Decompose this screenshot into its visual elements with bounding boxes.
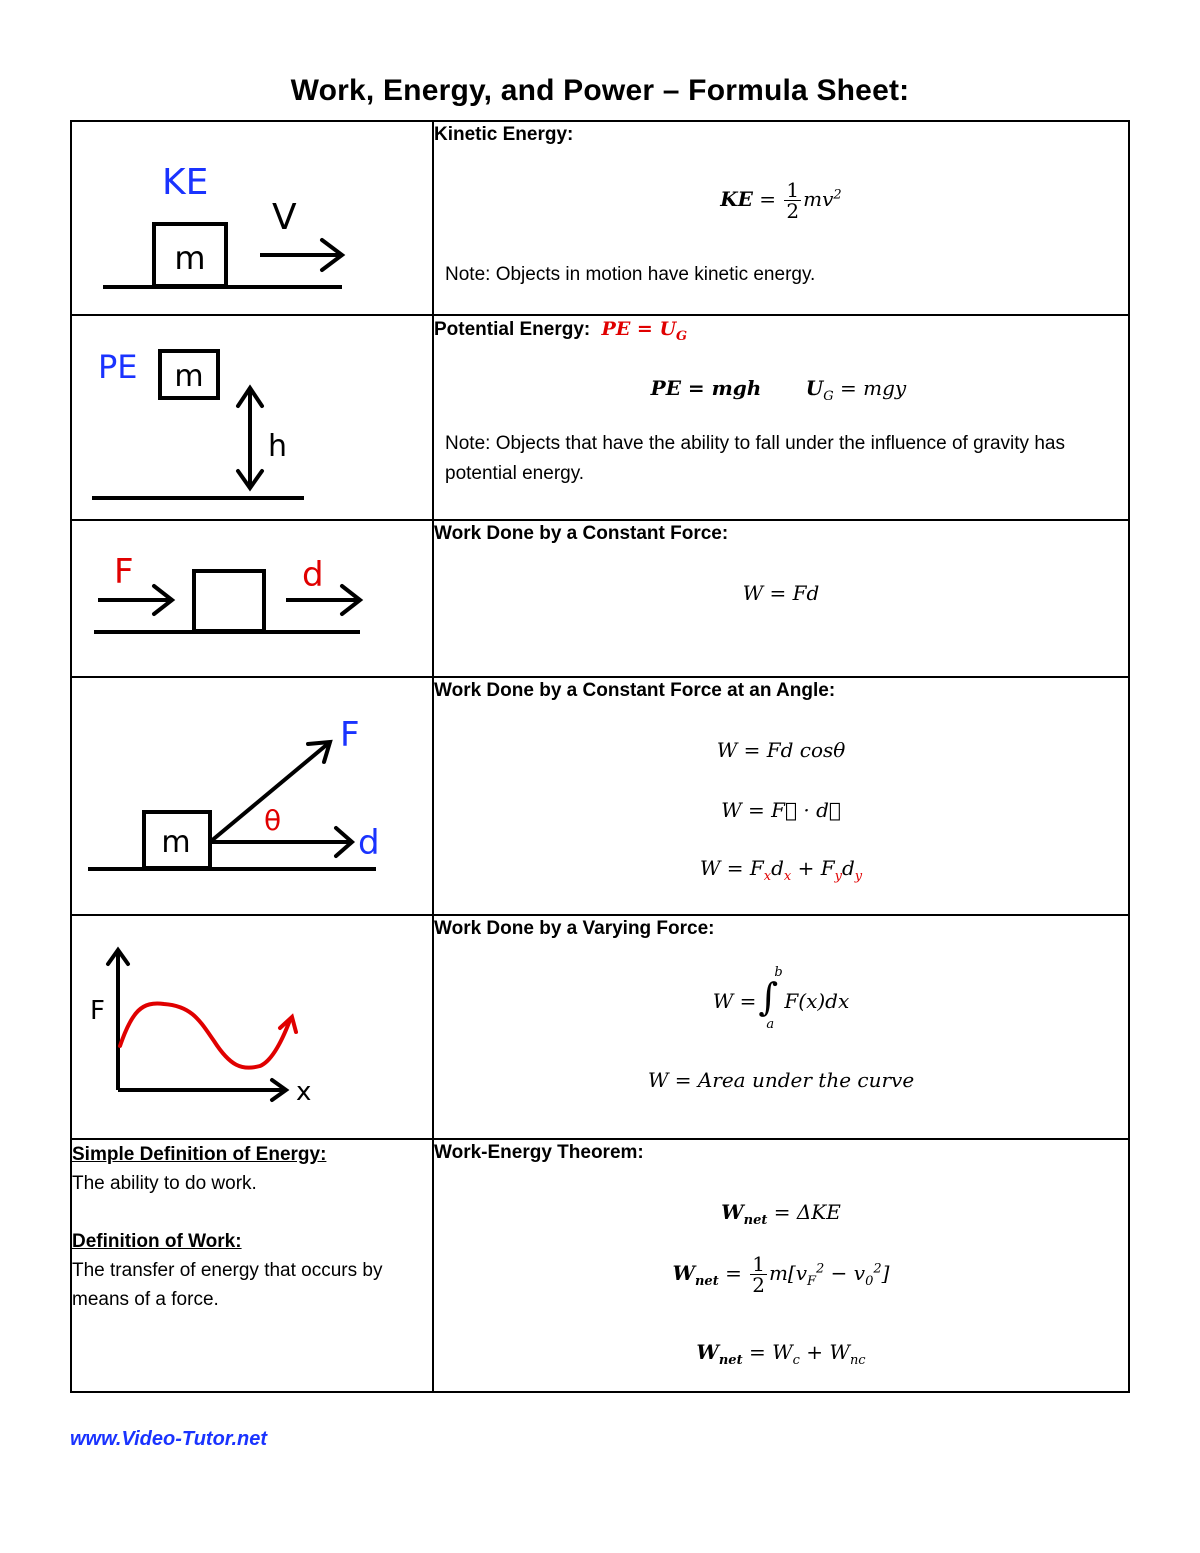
work-varying-diagram-cell: [71, 915, 433, 1139]
row-work-angle: [71, 677, 1129, 915]
theorem-formula-velocity: $W_{net}$ = $\frac{1}{2}$ $m[v_F^2 - v_0^2]$: [672, 1252, 890, 1297]
row-work-varying: [71, 915, 1129, 1139]
work-angle-heading: Work Done by a Constant Force at an Angle:: [434, 680, 836, 701]
y-axis-label: F: [90, 996, 105, 1026]
force-label: F: [114, 552, 134, 592]
row-definitions-theorem: [71, 1139, 1129, 1392]
theorem-heading: Work-Energy Theorem:: [434, 1142, 644, 1163]
ke-label: KE: [162, 162, 209, 203]
half-fraction: $\frac{1}{2}$: [786, 178, 800, 223]
force-curve: [120, 1003, 290, 1067]
work-constant-diagram: [72, 521, 432, 671]
x-axis-label: x: [296, 1077, 312, 1107]
work-angle-text-cell: [433, 677, 1129, 915]
work-varying-heading: Work Done by a Varying Force:: [434, 918, 715, 939]
force-label: F: [340, 715, 360, 755]
theorem-formula-delta-ke: $W_{net} = \Delta KE$: [721, 1200, 841, 1228]
work-angle-formula-dot: W = F⃗ · d⃗: [721, 798, 841, 822]
potential-diagram-cell: [71, 315, 433, 520]
potential-text-cell: [433, 315, 1129, 520]
kinetic-heading: Kinetic Energy:: [434, 124, 574, 145]
kinetic-diagram: [72, 122, 432, 309]
row-potential-energy: [71, 315, 1129, 520]
definitions-cell: [71, 1139, 433, 1392]
area-formula: W = Area under the curve: [647, 1068, 915, 1092]
work-angle-formula-components: $W = F_xd_x + F_yd_y$: [699, 856, 863, 884]
work-definition-heading: Definition of Work:: [72, 1231, 242, 1252]
block: [194, 571, 264, 631]
row-work-constant: [71, 520, 1129, 677]
kinetic-formula: KE = $\frac{1}{2}$ $mv^2$: [720, 178, 842, 223]
work-constant-formula: W = Fd: [742, 581, 820, 605]
distance-label: d: [358, 823, 380, 863]
integral-formula: W = ∫ b a F(x)dx: [712, 965, 850, 1032]
pe-formula: PE = mgh: [650, 376, 762, 400]
work-constant-heading: Work Done by a Constant Force:: [434, 523, 729, 544]
potential-diagram: [72, 316, 432, 514]
energy-definition-heading: Simple Definition of Energy:: [72, 1144, 327, 1165]
energy-definition-text: The ability to do work.: [72, 1173, 257, 1194]
work-varying-text-cell: [433, 915, 1129, 1139]
potential-heading: Potential Energy: PE = $U_G$: [434, 318, 688, 344]
pe-label: PE: [98, 348, 138, 386]
kinetic-note: Note: Objects in motion have kinetic energy.: [445, 264, 816, 285]
ug-formula: $U_G$ = mgy: [805, 376, 907, 404]
distance-label: d: [302, 555, 324, 595]
work-constant-text-cell: [433, 520, 1129, 677]
potential-note: Note: Objects that have the ability to fall under the influence of gravity has potential energy.: [445, 433, 1065, 484]
ke-lhs: KE: [720, 187, 753, 211]
footer-link[interactable]: www.Video-Tutor.net: [70, 1428, 268, 1450]
work-angle-diagram: [72, 678, 432, 909]
height-label: h: [268, 429, 288, 464]
page-title: Work, Energy, and Power – Formula Sheet:: [290, 74, 910, 107]
theorem-text-cell: [433, 1139, 1129, 1392]
kinetic-text-cell: [433, 121, 1129, 315]
pe-ug-relation: PE = $U_G$: [601, 318, 688, 344]
work-angle-formula-cos: W = Fd cosθ: [716, 738, 846, 762]
integral-sign: ∫ b a: [758, 965, 783, 1032]
angle-label: θ: [264, 804, 282, 837]
work-definition-text: The transfer of energy that occurs by means of a force.: [72, 1260, 383, 1310]
theorem-formula-conservative: $W_{net} = W_c + W_{nc}$: [696, 1340, 866, 1368]
mass-label: m: [174, 359, 204, 394]
mass-label: m: [174, 239, 206, 277]
mass-label: m: [161, 825, 191, 860]
row-kinetic-energy: [71, 121, 1129, 315]
formula-table: [70, 120, 1130, 1393]
velocity-label: V: [272, 197, 297, 238]
kinetic-diagram-cell: [71, 121, 433, 315]
work-constant-diagram-cell: [71, 520, 433, 677]
work-angle-diagram-cell: [71, 677, 433, 915]
work-varying-diagram: [72, 916, 432, 1133]
half-fraction: $\frac{1}{2}$: [752, 1252, 765, 1297]
